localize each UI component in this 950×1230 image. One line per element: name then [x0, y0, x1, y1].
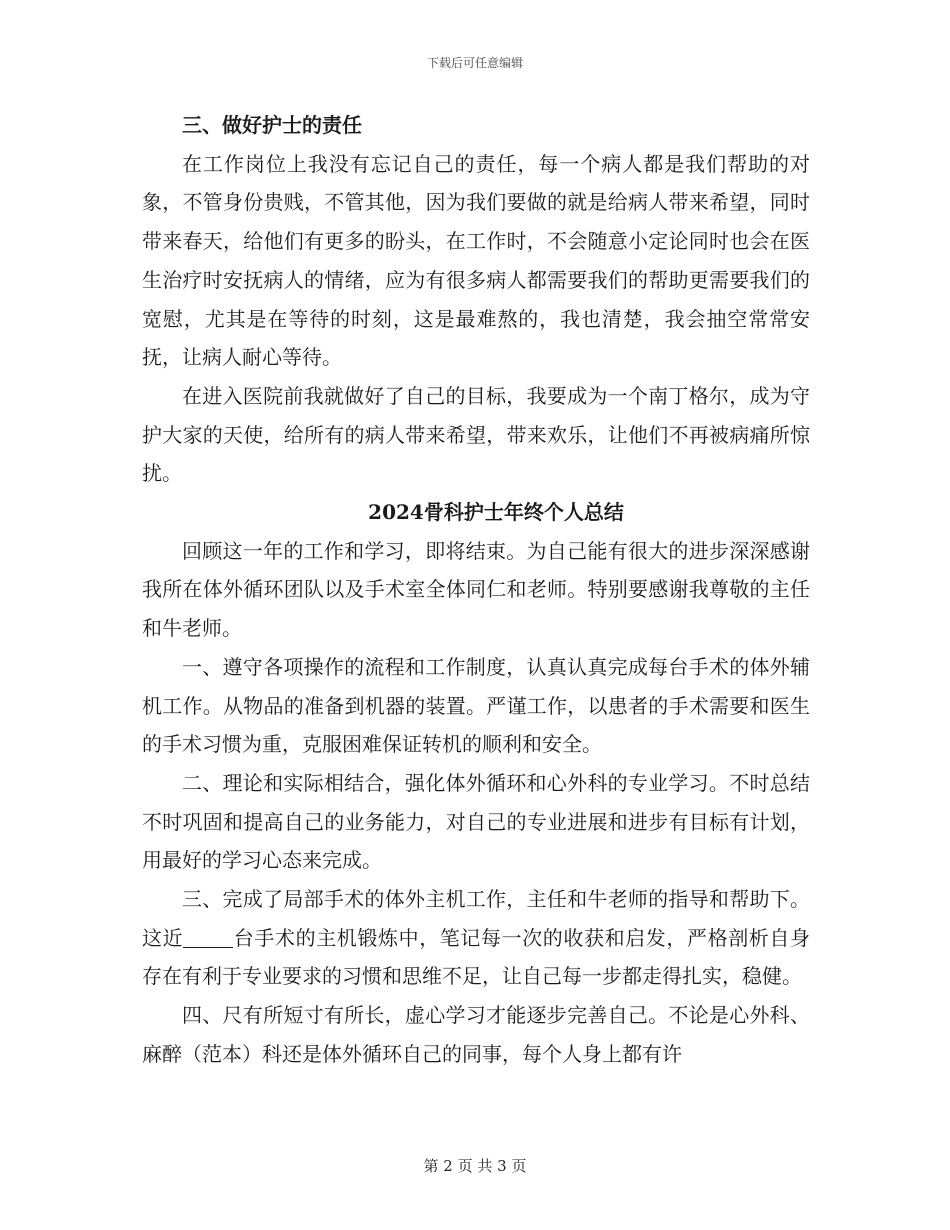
paragraph: 四、尺有所短寸有所长，虚心学习才能逐步完善自己。不论是心外科、麻醉（范本）科还是体外循环自己的同事，每个人身上都有许 — [142, 1003, 810, 1066]
paragraph: 在进入医院前我就做好了自己的目标，我要成为一个南丁格尔，成为守护大家的天使，给所有的病人带来希望，带来欢乐，让他们不再被病痛所惊扰。 — [142, 383, 810, 486]
document-title: 2024骨科护士年终个人总结 — [368, 500, 624, 525]
paragraph — [142, 880, 810, 996]
document-body — [142, 106, 810, 1074]
paragraph-text: 台手术的主机锻炼中，笔记每一次的收获和启发，严格剖析自身存在有利于专业要求的习惯和思维不足，让自己每一步都走得扎实，稳健。 — [142, 925, 811, 989]
page-number: 第 2 页 共 3 页 — [423, 1157, 527, 1175]
paragraph: 在工作岗位上我没有忘记自己的责任，每一个病人都是我们帮助的对象，不管身份贵贱，不管其他，因为我们要做的就是给病人带来希望，同时带来春天，给他们有更多的盼头，在工作时，不会随意小定论同时也会在医生治疗时安抚病人的情绪，应为有很多病人都需要我们的帮助更需要我们的宽慰，尤其是在等待的时刻，这是最难熬的，我也清楚，我会抽空常常安抚，让病人耐心等待。 — [142, 151, 810, 370]
paragraph: 二、理论和实际相结合，强化体外循环和心外科的专业学习。不时总结不时巩固和提高自己的业务能力，对自己的专业进展和进步有目标有计划，用最好的学习心态来完成。 — [142, 770, 810, 873]
paragraph: 一、遵守各项操作的流程和工作制度，认真认真完成每台手术的体外辅机工作。从物品的准备到机器的装置。严谨工作，以患者的手术需要和医生的手术习惯为重，克服困难保证转机的顺利和安全。 — [142, 654, 810, 757]
paragraph-text: 三、完成了局部手术的体外主机工作，主任和牛老师的指导和帮助下。这近 — [142, 887, 810, 950]
section-heading: 三、做好护士的责任 — [182, 113, 362, 137]
page-header-note: 下载后可任意编辑 — [426, 56, 523, 70]
paragraph: 回顾这一年的工作和学习，即将结束。为自己能有很大的进步深深感谢我所在体外循环团队以及手术室全体同仁和老师。特别要感谢我尊敬的主任和牛老师。 — [142, 538, 810, 641]
fill-in-blank — [183, 927, 233, 948]
